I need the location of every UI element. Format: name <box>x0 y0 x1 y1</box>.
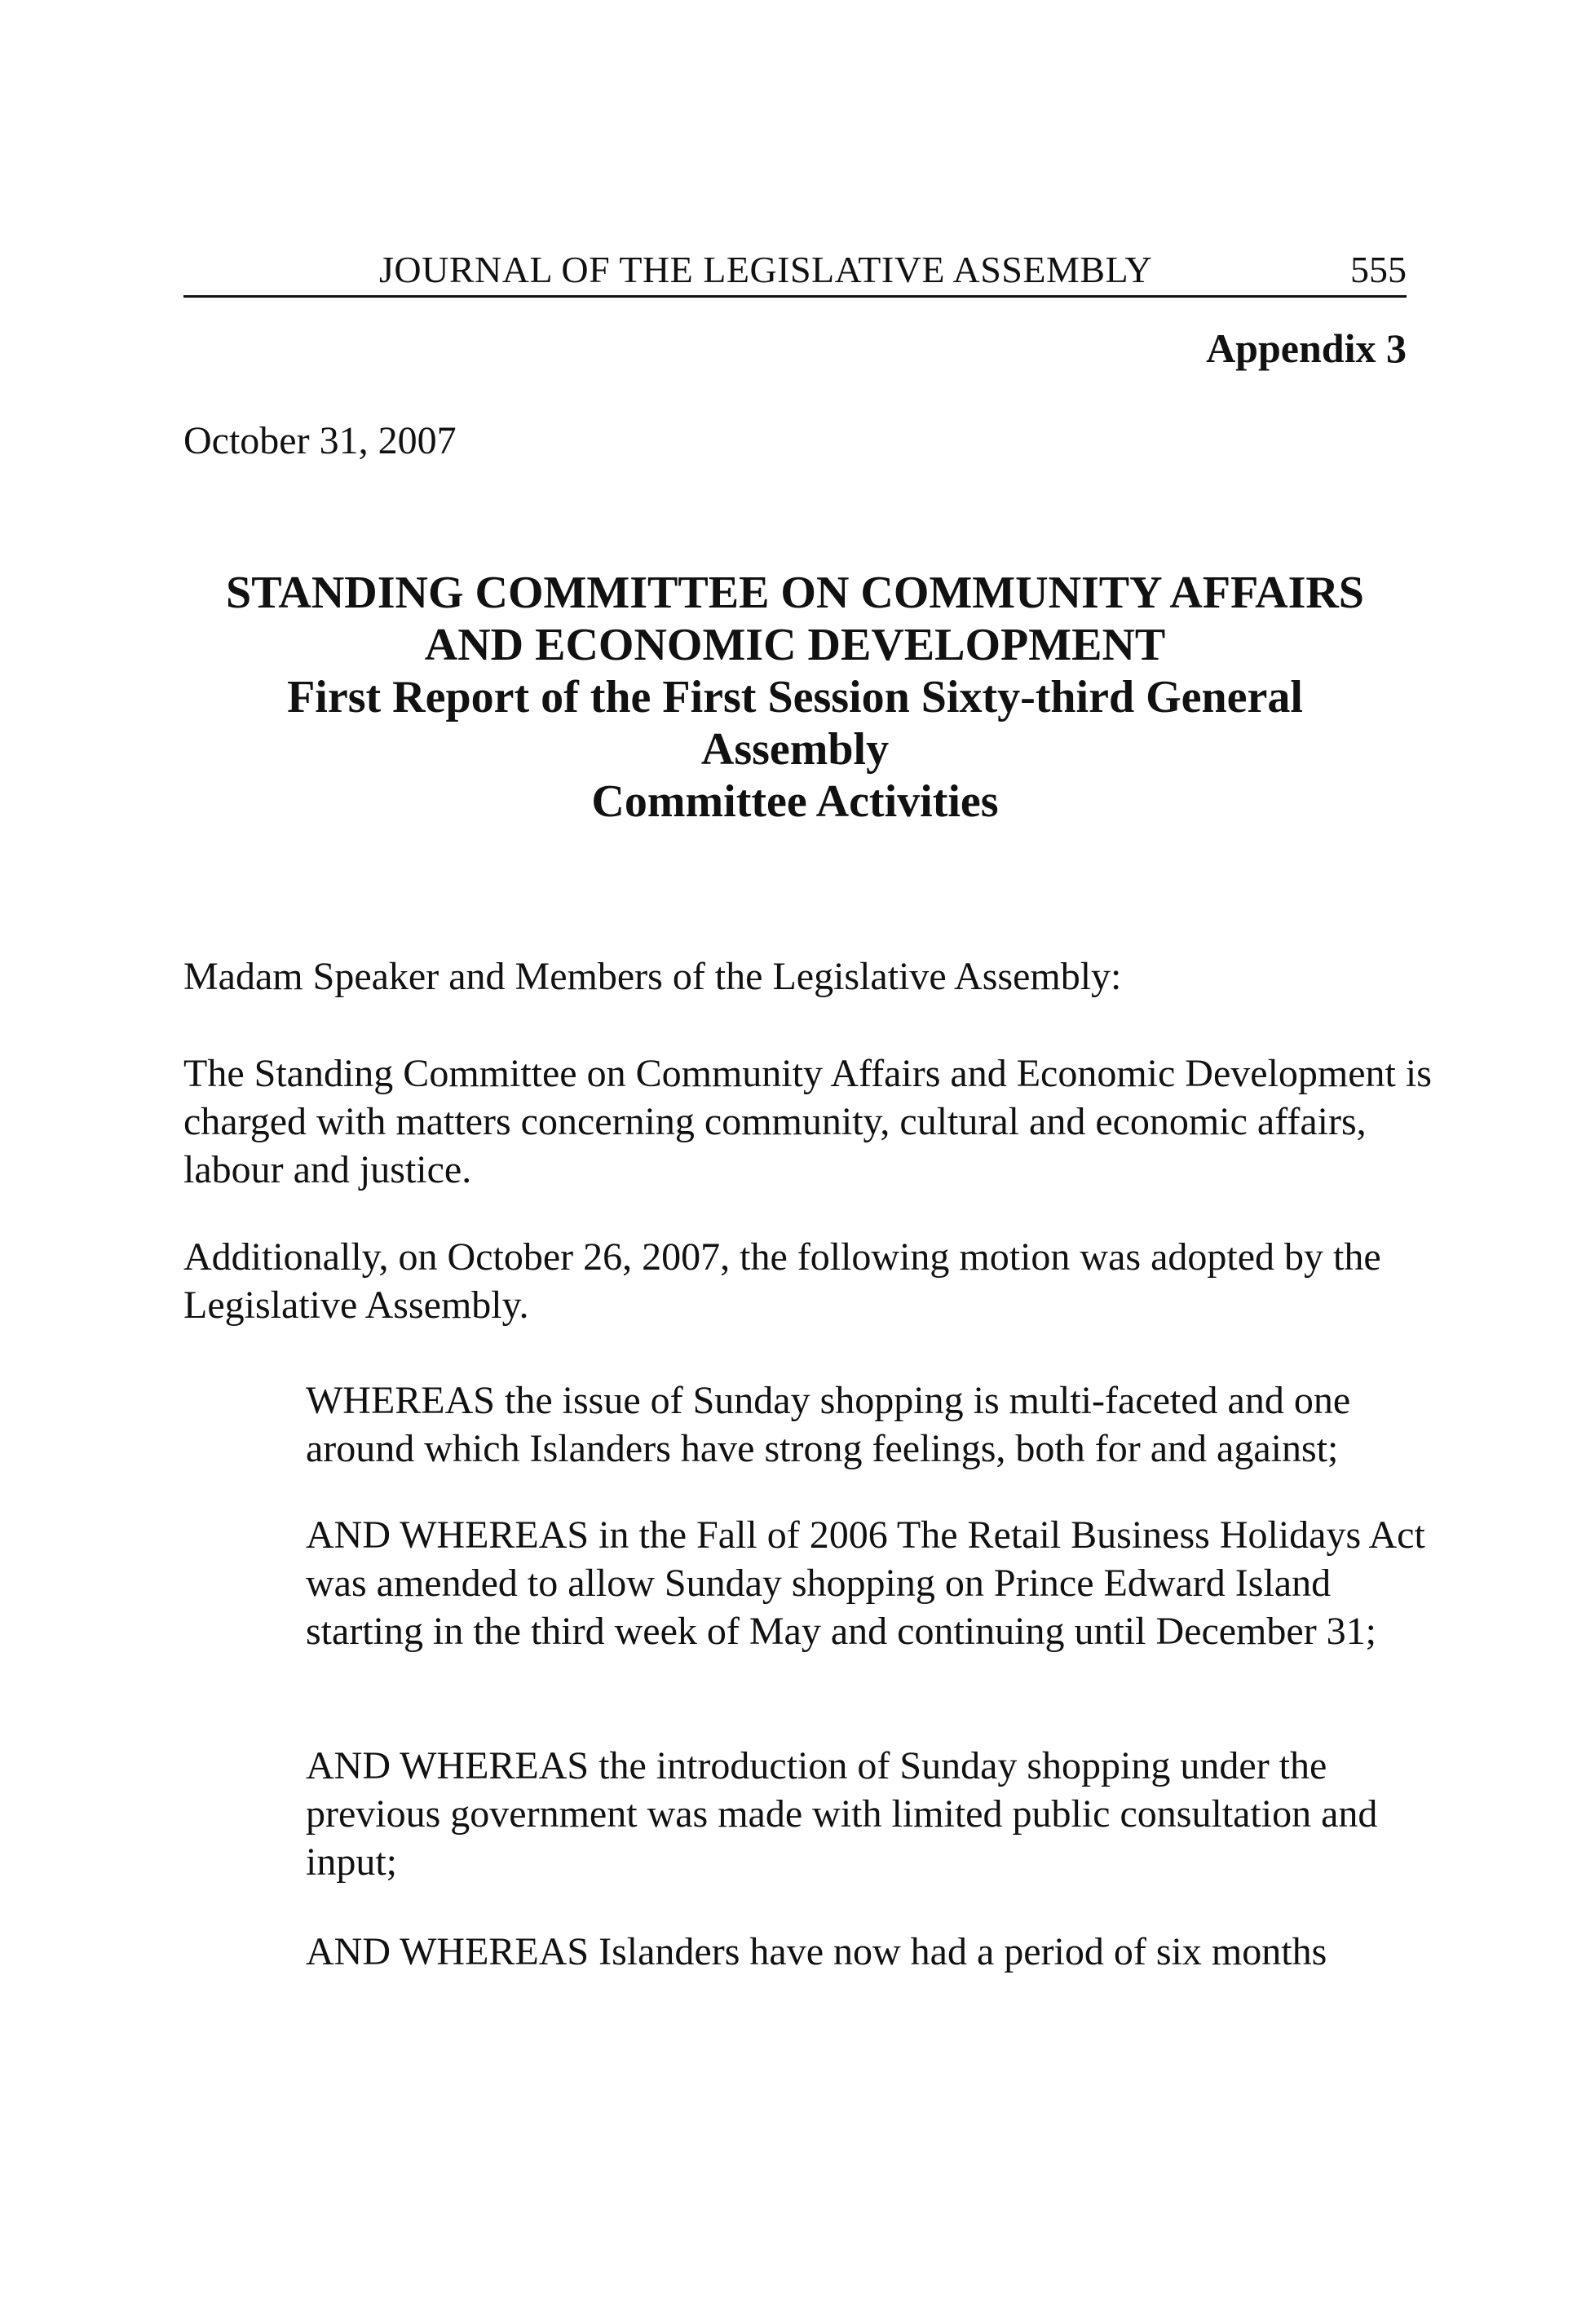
title-line-3: First Report of the First Session Sixty-third General <box>287 672 1303 722</box>
salutation: Madam Speaker and Members of the Legislative Assembly: <box>183 955 1122 998</box>
title-line-2: AND ECONOMIC DEVELOPMENT <box>424 620 1166 670</box>
motion-clause: WHEREAS the issue of Sunday shopping is multi-faceted and one around which Islanders have strong feelings, both for and against; <box>306 1379 1351 1470</box>
motion-clause: AND WHEREAS Islanders have now had a period of six months <box>306 1930 1327 1973</box>
title-line-5: Committee Activities <box>591 776 999 827</box>
motion-clause: AND WHEREAS the introduction of Sunday shopping under the previous government was made with limited public consultation and input; <box>306 1744 1378 1884</box>
title-line-1: STANDING COMMITTEE ON COMMUNITY AFFAIRS <box>226 568 1364 618</box>
motion-clause: AND WHEREAS in the Fall of 2006 The Retail Business Holidays Act was amended to allow Sunday shopping on Prince Edward Island starting in the third week of May and continuing until December 31; <box>306 1513 1425 1653</box>
page-number: 555 <box>1350 249 1407 290</box>
running-header <box>183 245 1407 298</box>
paragraph-mandate: The Standing Committee on Community Affairs and Economic Development is charged with matters concerning community, cultural and economic affairs, labour and justice. <box>183 1052 1432 1191</box>
report-date: October 31, 2007 <box>183 419 457 462</box>
title-line-4: Assembly <box>700 724 890 775</box>
appendix-label: Appendix 3 <box>1206 325 1407 371</box>
paragraph-motion-intro: Additionally, on October 26, 2007, the following motion was adopted by the Legislative Assembly. <box>183 1235 1381 1327</box>
report-title <box>147 567 1443 828</box>
journal-title: JOURNAL OF THE LEGISLATIVE ASSEMBLY <box>379 249 1153 290</box>
